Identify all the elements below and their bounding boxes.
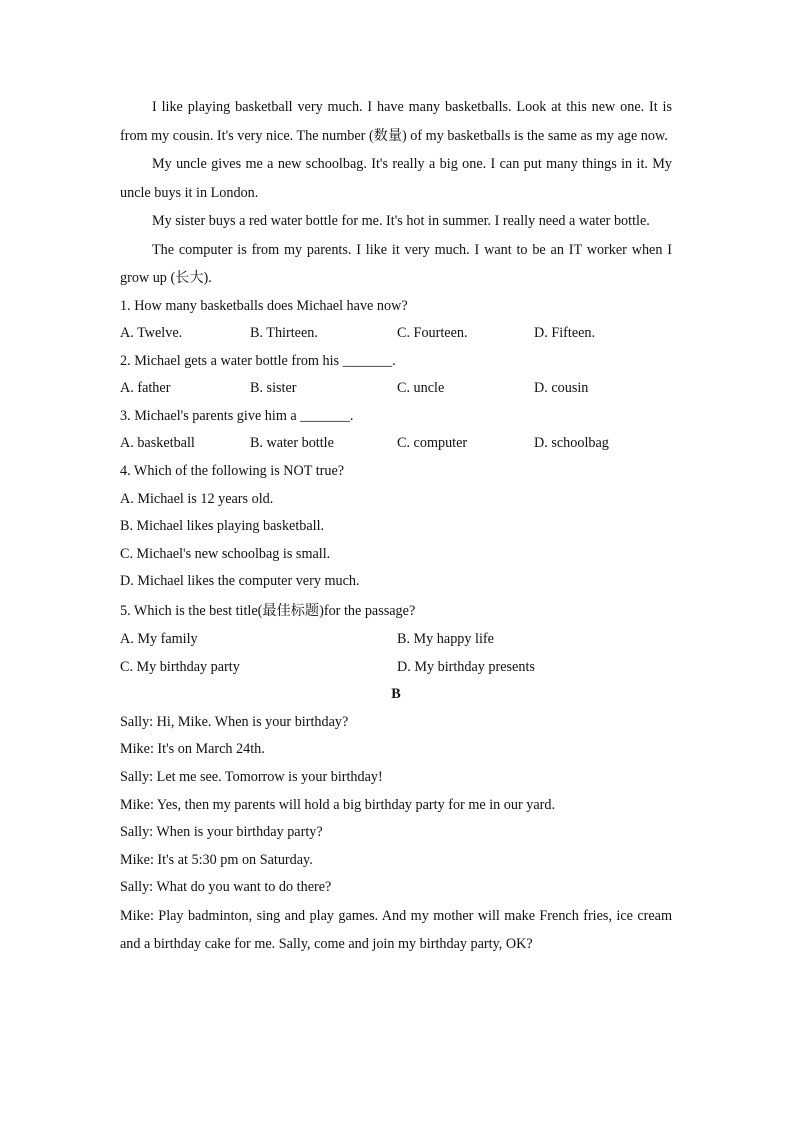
- dialogue-line-7: Sally: What do you want to do there?: [120, 879, 332, 896]
- dialogue-line-4: Mike: Yes, then my parents will hold a big birthday party for me in our yard.: [120, 796, 556, 813]
- question-2-options: [120, 375, 672, 403]
- question-3-option-a: A. basketball: [120, 435, 195, 452]
- question-2-option-d: D. cousin: [534, 380, 589, 397]
- passage-paragraph-3: My sister buys a red water bottle for me. It's hot in summer. I really need a water bottle.: [152, 213, 650, 229]
- question-2-option-c: C. uncle: [397, 380, 445, 397]
- question-1-option-c: C. Fourteen.: [397, 325, 468, 342]
- dialogue-line-5: Sally: When is your birthday party?: [120, 824, 323, 841]
- question-1-option-d: D. Fifteen.: [534, 325, 596, 342]
- question-2-option-a: A. father: [120, 380, 171, 397]
- question-5-option-c: C. My birthday party: [120, 658, 240, 675]
- question-5-options-row-1: [120, 626, 672, 654]
- question-1-options: [120, 320, 672, 348]
- question-2-option-b: B. sister: [250, 380, 297, 397]
- question-4-option-c: C. Michael's new schoolbag is small.: [120, 545, 331, 562]
- question-4-option-d: D. Michael likes the computer very much.: [120, 573, 360, 590]
- question-5-stem: 5. Which is the best title(最佳标题)for the passage?: [120, 603, 416, 620]
- question-5-option-d: D. My birthday presents: [397, 658, 535, 675]
- question-4-option-b: B. Michael likes playing basketball.: [120, 518, 325, 535]
- document-page: [120, 93, 672, 959]
- section-b-heading: B: [391, 686, 401, 703]
- question-3-option-d: D. schoolbag: [534, 435, 609, 452]
- question-3-options: [120, 430, 672, 458]
- question-4-stem: 4. Which of the following is NOT true?: [120, 463, 345, 480]
- question-5-option-b: B. My happy life: [397, 631, 494, 648]
- question-1-option-b: B. Thirteen.: [250, 325, 318, 342]
- question-3-option-c: C. computer: [397, 435, 468, 452]
- question-1-option-a: A. Twelve.: [120, 325, 183, 342]
- dialogue-line-2: Mike: It's on March 24th.: [120, 741, 265, 758]
- dialogue-line-3: Sally: Let me see. Tomorrow is your birthday!: [120, 769, 383, 785]
- dialogue-line-1: Sally: Hi, Mike. When is your birthday?: [120, 713, 349, 730]
- question-4-option-a: A. Michael is 12 years old.: [120, 490, 274, 507]
- passage-paragraph-4: The computer is from my parents. I like it very much. I want to be an IT worker when I grow up (长大).: [120, 241, 672, 286]
- passage-paragraph-2: My uncle gives me a new schoolbag. It's really a big one. I can put many things in it. My uncle buys it in London.: [120, 156, 672, 201]
- question-2-stem: 2. Michael gets a water bottle from his _______.: [120, 352, 396, 369]
- question-3-stem: 3. Michael's parents give him a _______.: [120, 407, 354, 424]
- question-5-options-row-2: [120, 654, 672, 682]
- dialogue-line-8: Mike: Play badminton, sing and play games. And my mother will make French fries, ice cream and a birthday cake for me. Sally, come and join my birthday party, OK?: [120, 907, 672, 953]
- question-5-option-a: A. My family: [120, 631, 198, 648]
- question-3-option-b: B. water bottle: [250, 435, 334, 452]
- passage-paragraph-1: I like playing basketball very much. I have many basketballs. Look at this new one. It is from my cousin. It's very nice. The number (数量) of my basketballs is the same as my age now.: [120, 99, 672, 144]
- question-1-stem: 1. How many basketballs does Michael have now?: [120, 297, 408, 314]
- dialogue-line-6: Mike: It's at 5:30 pm on Saturday.: [120, 851, 313, 868]
